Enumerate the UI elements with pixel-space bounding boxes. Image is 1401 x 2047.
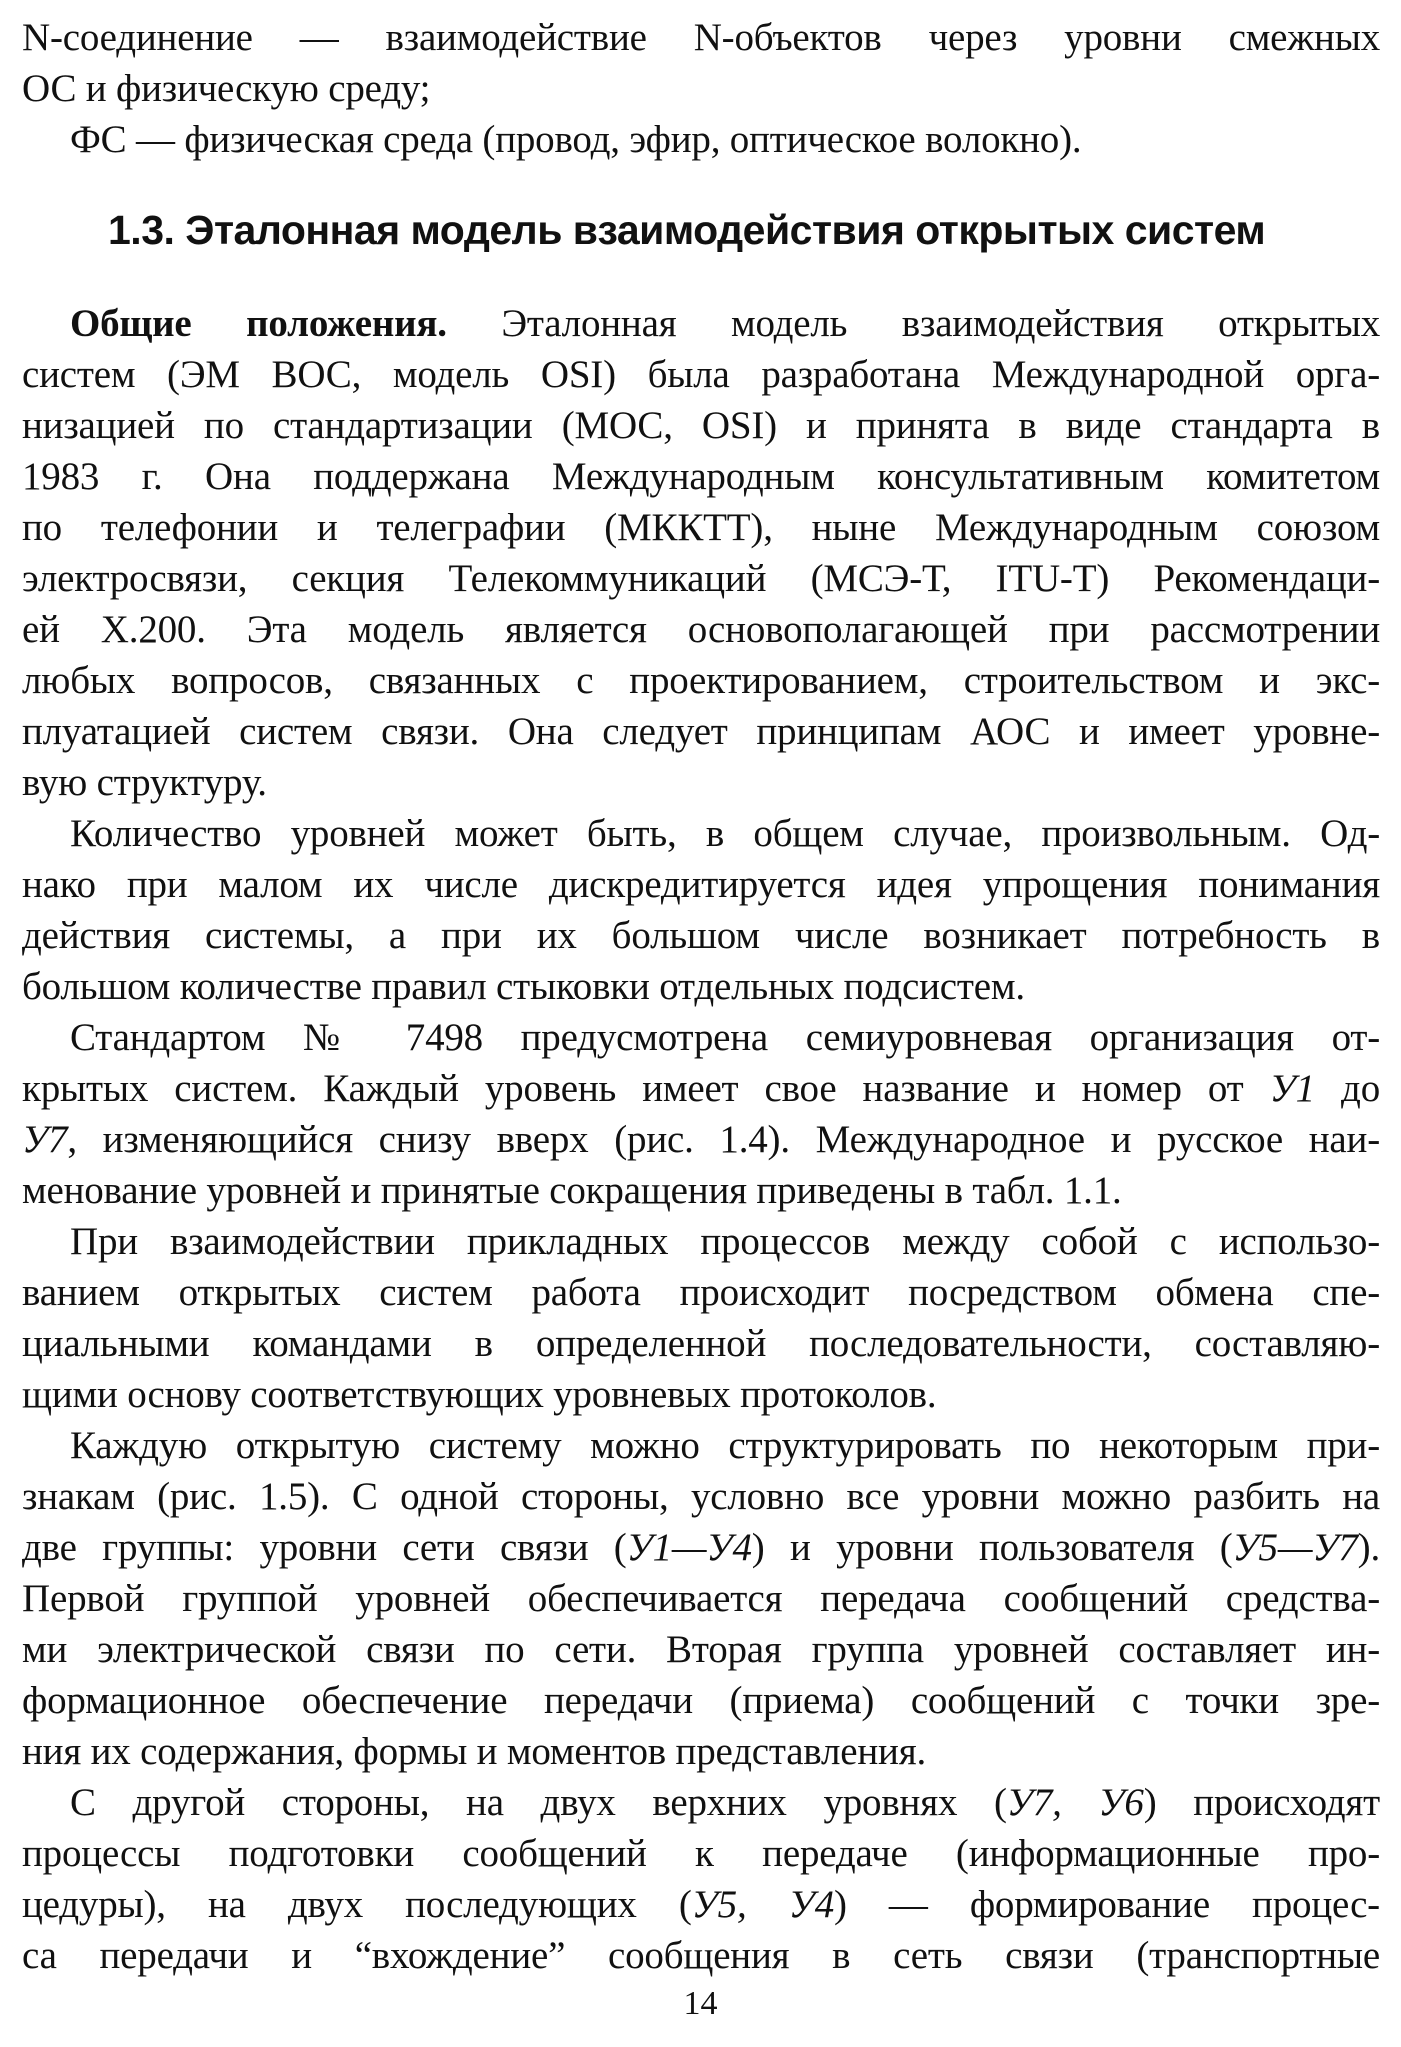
text-line: У7, изменяющийся снизу вверх (рис. 1.4). Международное и русское наи-	[22, 1118, 1380, 1161]
paragraph-structure	[22, 1420, 1380, 1777]
text-line: систем (ЭМ ВОС, модель OSI) была разработана Международной орга-	[22, 353, 1380, 396]
text-line: 1983 г. Она поддержана Международным консультативным комитетом	[22, 455, 1380, 498]
paragraph-upper-levels	[22, 1777, 1380, 1981]
paragraph-interaction	[22, 1216, 1380, 1420]
text-line: электросвязи, секция Телекоммуникаций (МСЭ-Т, ITU-T) Рекомендаци-	[22, 557, 1380, 600]
text-line: ванием открытых систем работа происходит посредством обмена спе-	[22, 1271, 1380, 1314]
text-line: процессы подготовки сообщений к передаче (информационные про-	[22, 1832, 1380, 1875]
text-line: действия системы, а при их большом числе возникает потребность в	[22, 914, 1380, 957]
text-line: С другой стороны, на двух верхних уровнях (У7, У6) происходят	[70, 1781, 1380, 1824]
text-line: знакам (рис. 1.5). С одной стороны, условно все уровни можно разбить на	[22, 1475, 1380, 1518]
text-line: ми электрической связи по сети. Вторая группа уровней составляет ин-	[22, 1628, 1380, 1671]
text-line: циальными командами в определенной последовательности, составляю-	[22, 1322, 1380, 1365]
intro-block	[22, 12, 1380, 165]
text-line: Количество уровней может быть, в общем случае, произвольным. Од-	[70, 812, 1380, 855]
text-line: две группы: уровни сети связи (У1—У4) и уровни пользователя (У5—У7).	[22, 1526, 1380, 1569]
text-line: крытых систем. Каждый уровень имеет свое название и номер от У1 до	[22, 1067, 1380, 1110]
text-line: ния их содержания, формы и моментов представления.	[22, 1730, 927, 1773]
text-line: по телефонии и телеграфии (МККТТ), ныне Международным союзом	[22, 506, 1380, 549]
text-line: вую структуру.	[22, 761, 267, 804]
text-line: цедуры), на двух последующих (У5, У4) — формирование процес-	[22, 1883, 1380, 1926]
text-line: N-соединение — взаимодействие N-объектов через уровни смежных	[22, 16, 1380, 59]
text-line: Каждую открытую систему можно структурировать по некоторым при-	[70, 1424, 1380, 1467]
paragraph-levels-count	[22, 808, 1380, 1012]
text-line: формационное обеспечение передачи (приема) сообщений с точки зре-	[22, 1679, 1380, 1722]
section-heading: 1.3. Эталонная модель взаимодействия открытых систем	[108, 207, 1266, 253]
text-line: Стандартом № 7498 предусмотрена семиуровневая организация от-	[70, 1016, 1380, 1059]
text-line: большом количестве правил стыковки отдельных подсистем.	[22, 965, 1025, 1008]
text-line: плуатацией систем связи. Она следует принципам АОС и имеет уровне-	[22, 710, 1380, 753]
text-line: ФС — физическая среда (провод, эфир, оптическое волокно).	[70, 118, 1082, 161]
text-line: ей Х.200. Эта модель является основополагающей при рассмотрении	[22, 608, 1380, 651]
text-line: ОС и физическую среду;	[22, 67, 431, 110]
text-line: низацией по стандартизации (МОС, OSI) и принята в виде стандарта в	[22, 404, 1380, 447]
document-page	[22, 12, 1380, 1981]
text-line: любых вопросов, связанных с проектированием, строительством и экс-	[22, 659, 1380, 702]
text-line: са передачи и “вхождение” сообщения в сеть связи (транспортные	[22, 1934, 1380, 1977]
text-line: менование уровней и принятые сокращения приведены в табл. 1.1.	[22, 1169, 1122, 1212]
text-line: щими основу соответствующих уровневых протоколов.	[22, 1373, 937, 1416]
paragraph-standard	[22, 1012, 1380, 1216]
text-line: При взаимодействии прикладных процессов между собой с использо-	[70, 1220, 1380, 1263]
page-number: 14	[683, 1985, 718, 2022]
paragraph-lead: Общие положения.	[70, 302, 447, 345]
paragraph-general	[22, 298, 1380, 808]
text-line: Первой группой уровней обеспечивается передача сообщений средства-	[22, 1577, 1380, 1620]
text-line: нако при малом их числе дискредитируется идея упрощения понимания	[22, 863, 1380, 906]
text-line: Общие положения. Эталонная модель взаимодействия открытых	[70, 302, 1380, 345]
